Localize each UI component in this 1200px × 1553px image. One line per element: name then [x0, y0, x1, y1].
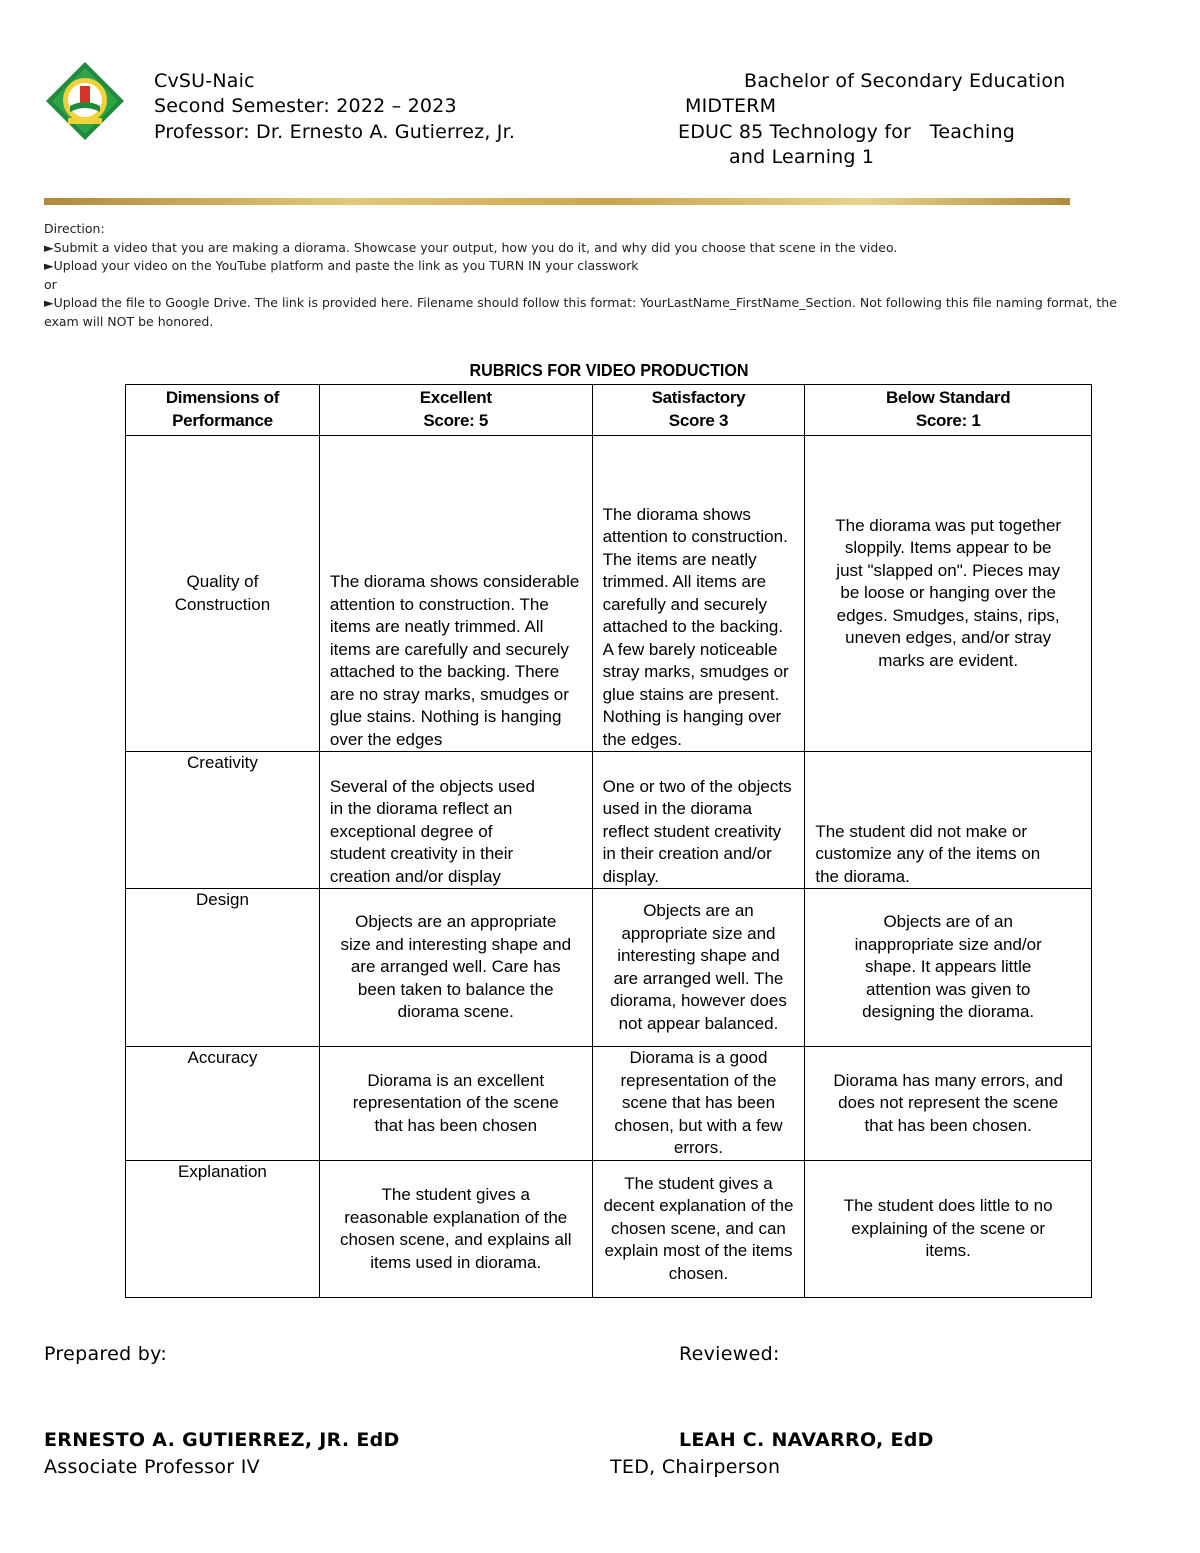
professor: Professor: Dr. Ernesto A. Gutierrez, Jr. [154, 121, 516, 143]
direction-item: or [44, 276, 57, 292]
prepared-by-label: Prepared by: [44, 1343, 168, 1365]
satisfactory-cell: One or two of the objects used in the diorama reflect student creativity in their creation and/or display. [592, 752, 805, 889]
satisfactory-cell: The student gives a decent explanation of the chosen scene, and can explain most of the items chosen. [592, 1161, 805, 1298]
excellent-cell: Objects are an appropriate size and interesting shape and are arranged well. Care has been taken to balance the diorama scene. [319, 889, 592, 1047]
directions [44, 220, 1154, 331]
header-dimensions: Dimensions of Performance [126, 385, 320, 436]
excellent-cell: Diorama is an excellent representation of the scene that has been chosen [319, 1047, 592, 1161]
preparer-name: ERNESTO A. GUTIERREZ, JR. EdD [44, 1429, 400, 1451]
table-row [126, 436, 1092, 752]
direction-item: ►Submit a video that you are making a diorama. Showcase your output, how you do it, and why did you choose that scene in the video. [44, 239, 898, 255]
header-divider [44, 198, 1070, 205]
rubric-title: RUBRICS FOR VIDEO PRODUCTION [469, 360, 749, 380]
reviewer-name: LEAH C. NAVARRO, EdD [679, 1429, 934, 1451]
table-row [126, 889, 1092, 1047]
rubric-table [125, 384, 1092, 1298]
header-excellent: Excellent Score: 5 [319, 385, 592, 436]
dimension-cell: Quality of Construction [126, 436, 320, 752]
rubric-header-row [126, 385, 1092, 436]
exam-type: MIDTERM [685, 95, 777, 117]
program-name: Bachelor of Secondary Education [744, 70, 1066, 92]
reviewed-label: Reviewed: [679, 1343, 780, 1365]
header-below-standard: Below Standard Score: 1 [805, 385, 1092, 436]
excellent-cell: Several of the objects used in the diorama reflect an exceptional degree of student creativity in their creation and/or display [319, 752, 592, 889]
dimension-cell: Creativity [126, 752, 320, 889]
dimension-cell: Explanation [126, 1161, 320, 1298]
reviewer-title: TED, Chairperson [610, 1456, 781, 1478]
preparer-title: Associate Professor IV [44, 1456, 260, 1478]
dimension-cell: Design [126, 889, 320, 1047]
direction-item: ►Upload the file to Google Drive. The link is provided here. Filename should follow this format: YourLastName_FirstName_Section. Not following this file naming format, the exam will NOT be honored. [44, 295, 1117, 329]
course-title-line2: and Learning 1 [729, 146, 875, 168]
school-name: CvSU-Naic [154, 70, 255, 92]
semester: Second Semester: 2022 – 2023 [154, 95, 457, 117]
header-satisfactory: Satisfactory Score 3 [592, 385, 805, 436]
satisfactory-cell: Objects are an appropriate size and interesting shape and are arranged well. The diorama, however does not appear balanced. [592, 889, 805, 1047]
table-row [126, 1161, 1092, 1298]
course-title-line1: EDUC 85 Technology for Teaching [678, 121, 1015, 143]
below-standard-cell: The student did not make or customize any of the items on the diorama. [805, 752, 1092, 889]
directions-label: Direction: [44, 221, 105, 236]
excellent-cell: The diorama shows considerable attention to construction. The items are neatly trimmed. All items are carefully and securely attached to the backing. There are no stray marks, smudges or glue stains. Nothing is hanging over the edges [319, 436, 592, 752]
below-standard-cell: The student does little to no explaining of the scene or items. [805, 1161, 1092, 1298]
excellent-cell: The student gives a reasonable explanation of the chosen scene, and explains all items used in diorama. [319, 1161, 592, 1298]
below-standard-cell: The diorama was put together sloppily. Items appear to be just "slapped on". Pieces may be loose or hanging over the edges. Smudges, stains, rips, uneven edges, and/or stray marks are evident. [805, 436, 1092, 752]
direction-item: ►Upload your video on the YouTube platform and paste the link as you TURN IN your classwork [44, 258, 639, 273]
satisfactory-cell: Diorama is a good representation of the scene that has been chosen, but with a few errors. [592, 1047, 805, 1161]
below-standard-cell: Diorama has many errors, and does not represent the scene that has been chosen. [805, 1047, 1092, 1161]
table-row [126, 1047, 1092, 1161]
satisfactory-cell: The diorama shows attention to construction. The items are neatly trimmed. All items are carefully and securely attached to the backing. A few barely noticeable stray marks, smudges or glue stains are present. Nothing is hanging over the edges. [592, 436, 805, 752]
dimension-cell: Accuracy [126, 1047, 320, 1161]
table-row [126, 752, 1092, 889]
below-standard-cell: Objects are of an inappropriate size and/or shape. It appears little attention was given to designing the diorama. [805, 889, 1092, 1047]
university-seal-logo [44, 60, 126, 142]
